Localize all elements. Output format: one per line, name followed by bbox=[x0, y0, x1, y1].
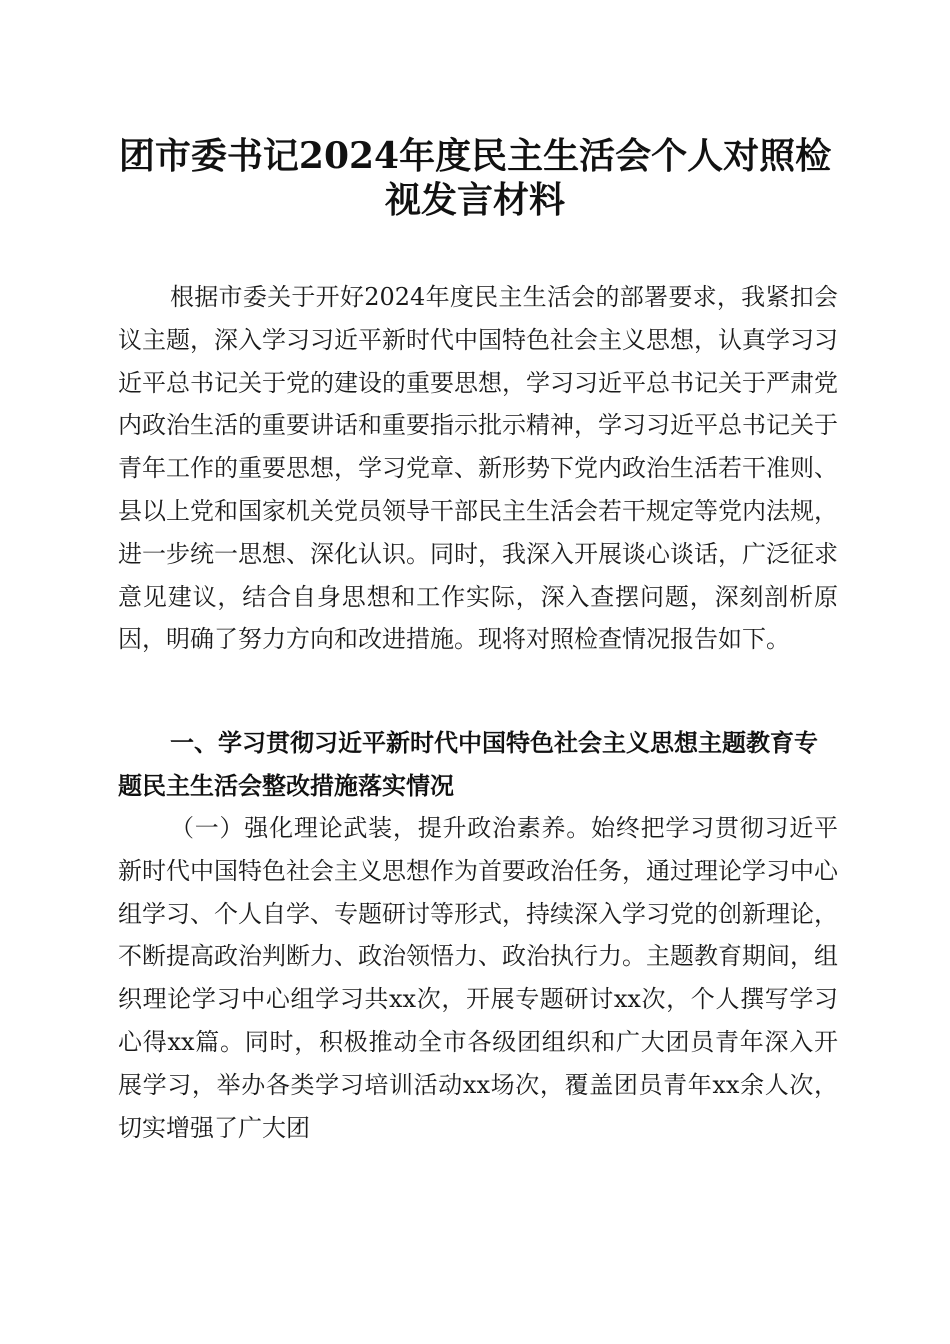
title-line-1: 团市委书记2024年度民主生活会个人对照检 bbox=[118, 135, 832, 177]
section-1-heading: 一、学习贯彻习近平新时代中国特色社会主义思想主题教育专题民主生活会整改措施落实情况 bbox=[118, 729, 818, 800]
section-1-paragraph-1: （一）强化理论武装，提升政治素养。始终把学习贯彻习近平新时代中国特色社会主义思想作为首要政治任务，通过理论学习中心组学习、个人自学、专题研讨等形式，持续深入学习党的创新理论，不断提高政治判断力、政治领悟力、政治执行力。主题教育期间，组织理论学习中心组学习共xx次，开展专题研讨xx次，个人撰写学习心得xx篇。同时，积极推动全市各级团组织和广大团员青年深入开展学习，举办各类学习培训活动xx场次，覆盖团员青年xx余人次，切实增强了广大团 bbox=[118, 814, 838, 1142]
document-title bbox=[100, 134, 850, 222]
title-line-2: 视发言材料 bbox=[384, 179, 565, 221]
intro-paragraph: 根据市委关于开好2024年度民主生活会的部署要求，我紧扣会议主题，深入学习习近平新时代中国特色社会主义思想，认真学习习近平总书记关于党的建设的重要思想，学习习近平总书记关于严肃党内政治生活的重要讲话和重要指示批示精神，学习习近平总书记关于青年工作的重要思想，学习党章、新形势下党内政治生活若干准则、县以上党和国家机关党员领导干部民主生活会若干规定等党内法规，进一步统一思想、深化认识。同时，我深入开展谈心谈话，广泛征求意见建议，结合自身思想和工作实际，深入查摆问题，深刻剖析原因，明确了努力方向和改进措施。现将对照检查情况报告如下。 bbox=[118, 283, 838, 654]
